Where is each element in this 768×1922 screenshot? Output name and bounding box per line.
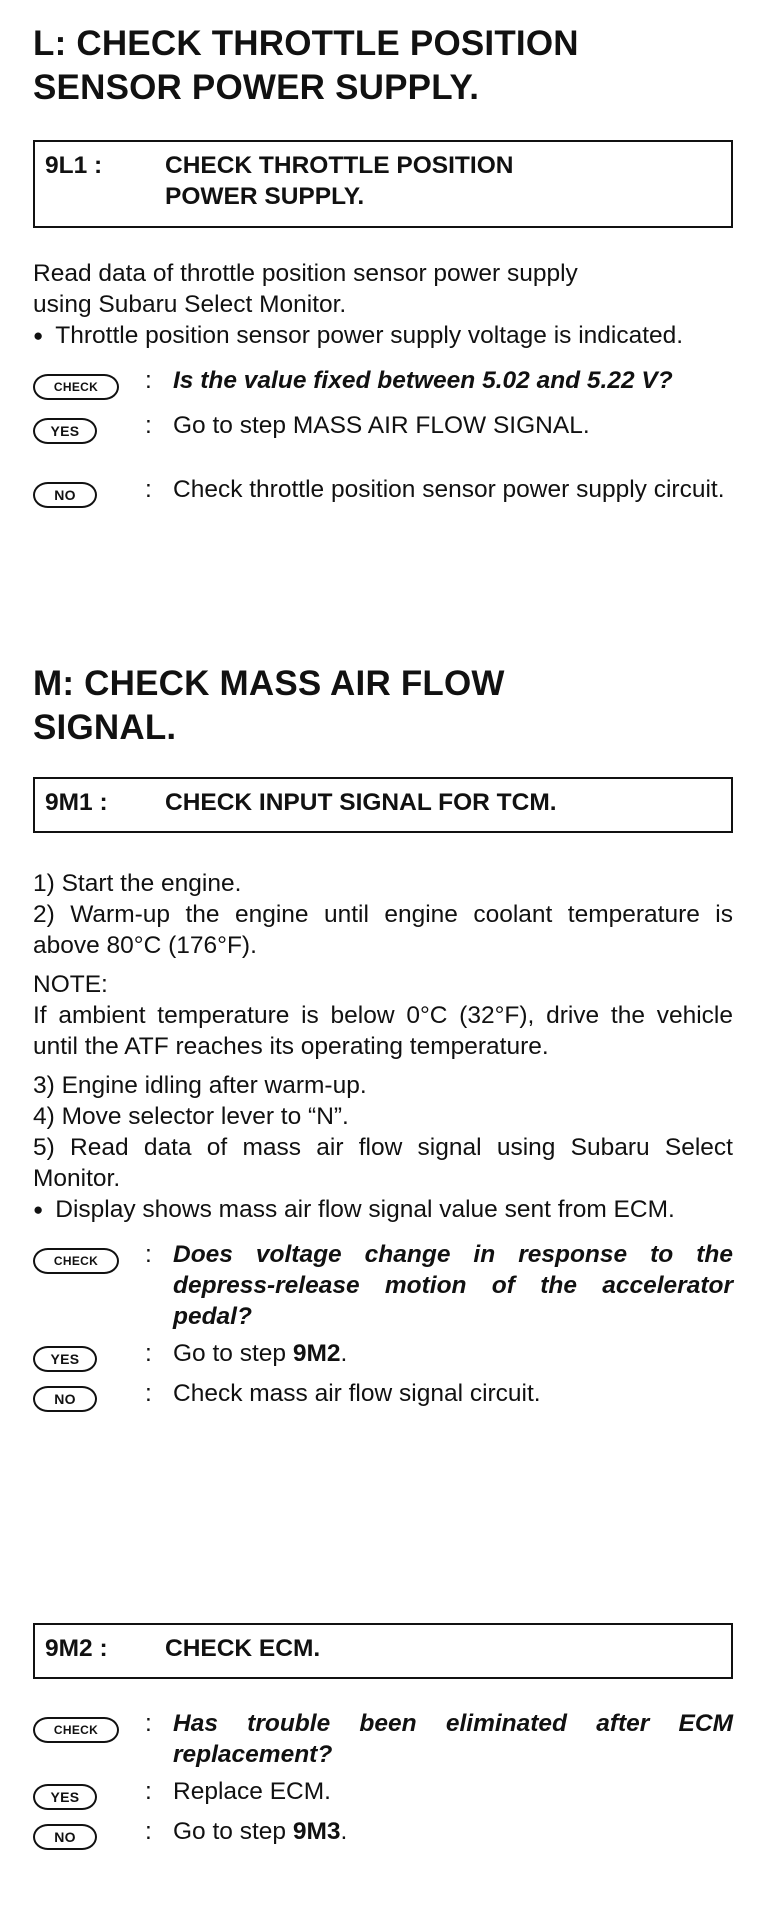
instruction-text bbox=[33, 258, 733, 320]
step-code: 9M1 : bbox=[45, 789, 108, 816]
check-question: Does voltage change in response to the depress-release motion of the accelerator pedal? bbox=[173, 1241, 733, 1330]
procedure-step-4: 4) Move selector lever to “N”. bbox=[33, 1103, 349, 1130]
section-m-title-line2: SIGNAL. bbox=[33, 708, 177, 747]
no-badge-wrap bbox=[33, 1378, 145, 1412]
check-row bbox=[33, 1708, 733, 1770]
no-badge: NO bbox=[33, 1824, 97, 1850]
yes-badge: YES bbox=[33, 1346, 97, 1372]
bullet-text: ● Display shows mass air flow signal value sent from ECM. bbox=[33, 1194, 733, 1227]
check-badge: CHECK bbox=[33, 374, 119, 400]
yes-badge: YES bbox=[33, 1784, 97, 1810]
section-l-title-line2: SENSOR POWER SUPPLY. bbox=[33, 68, 480, 107]
no-answer bbox=[173, 1816, 733, 1847]
no-suffix: . bbox=[340, 1818, 348, 1845]
check-row bbox=[33, 365, 733, 400]
colon: : bbox=[145, 1778, 152, 1805]
colon: : bbox=[145, 1340, 152, 1367]
yes-badge-wrap bbox=[33, 410, 145, 444]
step-ref-9m3: 9M3 bbox=[292, 1818, 341, 1845]
no-answer: Check throttle position sensor power supply circuit. bbox=[173, 476, 725, 503]
yes-answer: Go to step MASS AIR FLOW SIGNAL. bbox=[173, 412, 590, 439]
no-badge-wrap bbox=[33, 474, 145, 508]
instruction-line1: Read data of throttle position sensor power supply bbox=[33, 260, 578, 287]
no-row bbox=[33, 1378, 733, 1412]
section-l-title bbox=[33, 22, 733, 110]
step-9m1-header bbox=[33, 777, 733, 833]
check-badge: CHECK bbox=[33, 1248, 119, 1274]
section-l-title-line1: L: CHECK THROTTLE POSITION bbox=[33, 24, 579, 63]
step-9l1-header bbox=[33, 140, 733, 228]
colon: : bbox=[145, 367, 152, 394]
yes-badge: YES bbox=[33, 418, 97, 444]
check-badge-wrap bbox=[33, 1708, 145, 1743]
note-label: NOTE: bbox=[33, 971, 108, 998]
yes-row bbox=[33, 410, 733, 444]
procedure-step-2: 2) Warm-up the engine until engine coolant temperature is above 80°C (176°F). bbox=[33, 901, 733, 959]
bullet-text: ● Throttle position sensor power supply voltage is indicated. bbox=[33, 320, 733, 353]
yes-badge-wrap bbox=[33, 1338, 145, 1372]
no-badge-wrap bbox=[33, 1816, 145, 1850]
no-badge: NO bbox=[33, 482, 97, 508]
section-m-title bbox=[33, 662, 733, 750]
step-title bbox=[165, 150, 721, 218]
yes-row bbox=[33, 1776, 733, 1810]
step-title-line2: POWER SUPPLY. bbox=[165, 183, 365, 210]
colon: : bbox=[145, 1380, 152, 1407]
procedure-step-1: 1) Start the engine. bbox=[33, 870, 242, 897]
section-m bbox=[33, 662, 733, 750]
step-code: 9L1 : bbox=[45, 152, 103, 179]
check-row bbox=[33, 1239, 733, 1332]
step-title: CHECK INPUT SIGNAL FOR TCM. bbox=[165, 789, 557, 816]
no-answer: Check mass air flow signal circuit. bbox=[173, 1380, 541, 1407]
colon: : bbox=[145, 1241, 152, 1268]
step-title-line1: CHECK THROTTLE POSITION bbox=[165, 152, 514, 179]
section-m-title-line1: M: CHECK MASS AIR FLOW bbox=[33, 664, 505, 703]
no-badge: NO bbox=[33, 1386, 97, 1412]
step-9m2-body bbox=[33, 1708, 733, 1850]
step-9m2-header bbox=[33, 1623, 733, 1679]
yes-answer: Replace ECM. bbox=[173, 1778, 331, 1805]
procedure-step-5: 5) Read data of mass air flow signal using Subaru Select Monitor. bbox=[33, 1134, 733, 1192]
check-badge-wrap bbox=[33, 1239, 145, 1274]
step-title: CHECK ECM. bbox=[165, 1635, 321, 1662]
check-question: Has trouble been eliminated after ECM replacement? bbox=[173, 1710, 733, 1768]
step-ref-9m2: 9M2 bbox=[292, 1340, 341, 1367]
yes-row bbox=[33, 1338, 733, 1372]
check-badge-wrap bbox=[33, 365, 145, 400]
instruction-line2: using Subaru Select Monitor. bbox=[33, 291, 347, 318]
step-9m1-body bbox=[33, 868, 733, 1412]
yes-suffix: . bbox=[340, 1340, 348, 1367]
yes-answer bbox=[173, 1338, 733, 1369]
check-question: Is the value fixed between 5.02 and 5.22 V? bbox=[173, 367, 673, 394]
no-row bbox=[33, 474, 733, 508]
note-text: If ambient temperature is below 0°C (32°F), drive the vehicle until the ATF reaches its operating temperature. bbox=[33, 1002, 733, 1060]
yes-prefix: Go to step bbox=[173, 1340, 293, 1367]
colon: : bbox=[145, 412, 152, 439]
section-l bbox=[33, 22, 733, 110]
procedure-step-3: 3) Engine idling after warm-up. bbox=[33, 1072, 367, 1099]
check-badge: CHECK bbox=[33, 1717, 119, 1743]
colon: : bbox=[145, 476, 152, 503]
yes-badge-wrap bbox=[33, 1776, 145, 1810]
no-prefix: Go to step bbox=[173, 1818, 293, 1845]
colon: : bbox=[145, 1710, 152, 1737]
step-code: 9M2 : bbox=[45, 1635, 108, 1662]
no-row bbox=[33, 1816, 733, 1850]
colon: : bbox=[145, 1818, 152, 1845]
step-9l1-body bbox=[33, 258, 733, 508]
